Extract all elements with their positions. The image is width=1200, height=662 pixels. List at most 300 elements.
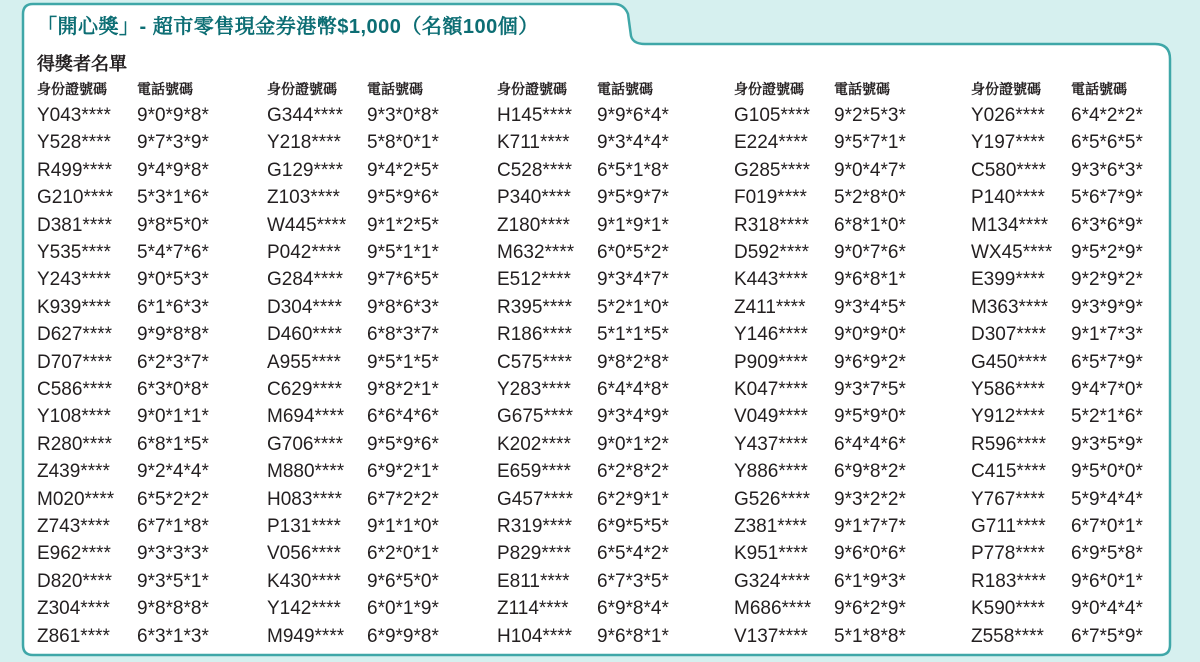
phone-number-cell: 9*0*4*7* xyxy=(834,159,906,181)
id-number-cell: M880**** xyxy=(267,461,345,483)
id-number-cell: K590**** xyxy=(971,598,1045,620)
table-row xyxy=(497,458,707,485)
id-number-cell: K202**** xyxy=(497,433,571,455)
phone-number-cell: 9*0*5*3* xyxy=(137,269,209,291)
id-number-cell: G210**** xyxy=(37,187,114,209)
table-row xyxy=(267,129,477,156)
id-number-cell: K430**** xyxy=(267,570,341,592)
table-row xyxy=(971,458,1181,485)
id-number-cell: F019**** xyxy=(734,187,807,209)
phone-number-cell: 6*8*3*7* xyxy=(367,324,439,346)
table-row xyxy=(497,403,707,430)
id-number-cell: Y108**** xyxy=(37,406,111,428)
table-row xyxy=(37,157,247,184)
id-number-cell: M694**** xyxy=(267,406,345,428)
table-row xyxy=(37,431,247,458)
id-number-cell: M632**** xyxy=(497,242,575,263)
table-row xyxy=(267,349,477,376)
phone-number-cell: 6*7*2*2* xyxy=(367,488,439,510)
id-number-cell: W445**** xyxy=(267,214,347,236)
phone-number-cell: 6*4*4*6* xyxy=(834,433,906,455)
phone-number-cell: 6*5*6*5* xyxy=(1071,132,1143,154)
table-row xyxy=(497,239,707,266)
table-row xyxy=(267,184,477,211)
phone-number-cell: 6*9*8*2* xyxy=(834,461,906,483)
id-number-cell: D307**** xyxy=(971,324,1046,346)
id-number-cell: R596**** xyxy=(971,433,1046,455)
phone-number-cell: 9*4*2*5* xyxy=(367,159,439,181)
table-row xyxy=(497,568,707,595)
phone-number-cell: 6*0*5*2* xyxy=(597,242,669,263)
phone-number-cell: 9*3*3*3* xyxy=(137,543,209,565)
id-number-cell: G706**** xyxy=(267,433,344,455)
table-row xyxy=(267,540,477,567)
phone-number-cell: 6*4*2*2* xyxy=(1071,105,1143,126)
table-row xyxy=(267,102,477,129)
id-number-cell: K047**** xyxy=(734,379,808,400)
id-number-cell: P140**** xyxy=(971,187,1045,209)
phone-number-cell: 9*9*6*4* xyxy=(597,105,669,126)
table-row xyxy=(971,403,1181,430)
table-row xyxy=(734,349,944,376)
phone-number-cell: 9*6*8*1* xyxy=(834,269,906,291)
phone-number-cell: 9*5*1*5* xyxy=(367,351,439,373)
id-number-cell: Y146**** xyxy=(734,324,808,346)
id-number-cell: G285**** xyxy=(734,159,811,181)
table-row xyxy=(497,129,707,156)
phone-number-cell: 6*7*0*1* xyxy=(1071,516,1143,537)
id-number-cell: P131**** xyxy=(267,516,341,537)
table-row xyxy=(734,540,944,567)
id-number-cell: Z114**** xyxy=(497,598,569,620)
id-number-cell: P829**** xyxy=(497,543,571,565)
table-row xyxy=(267,486,477,513)
table-row xyxy=(971,623,1181,650)
phone-number-cell: 5*2*8*0* xyxy=(834,187,906,209)
table-row xyxy=(734,513,944,540)
id-number-cell: Z304**** xyxy=(37,598,110,620)
id-number-cell: D460**** xyxy=(267,324,342,346)
table-row xyxy=(734,403,944,430)
table-row xyxy=(971,568,1181,595)
phone-number-cell: 6*2*9*1* xyxy=(597,488,669,510)
id-number-cell: K939**** xyxy=(37,296,111,318)
table-row xyxy=(734,294,944,321)
id-number-cell: Y218**** xyxy=(267,132,341,154)
table-row xyxy=(734,568,944,595)
phone-number-cell: 5*9*4*4* xyxy=(1071,488,1143,510)
phone-number-cell: 5*8*0*1* xyxy=(367,132,439,154)
phone-number-cell: 5*6*7*9* xyxy=(1071,187,1143,209)
id-number-cell: M363**** xyxy=(971,296,1049,318)
table-row xyxy=(267,157,477,184)
id-number-cell: G344**** xyxy=(267,105,344,126)
phone-number-cell: 5*3*1*6* xyxy=(137,187,209,209)
id-number-cell: R318**** xyxy=(734,214,809,236)
table-row xyxy=(971,431,1181,458)
id-column-header: 身份證號碼 xyxy=(734,81,804,97)
table-row xyxy=(37,623,247,650)
table-row xyxy=(497,102,707,129)
phone-number-cell: 9*1*9*1* xyxy=(597,214,669,236)
id-number-cell: G105**** xyxy=(734,105,811,126)
table-row xyxy=(267,568,477,595)
id-number-cell: G129**** xyxy=(267,159,344,181)
table-row xyxy=(734,595,944,622)
table-row xyxy=(37,540,247,567)
id-number-cell: P340**** xyxy=(497,187,571,209)
id-number-cell: R395**** xyxy=(497,296,572,318)
phone-number-cell: 9*4*7*0* xyxy=(1071,379,1143,400)
table-row xyxy=(971,540,1181,567)
phone-number-cell: 6*0*1*9* xyxy=(367,598,439,620)
phone-number-cell: 9*3*7*5* xyxy=(834,379,906,400)
id-number-cell: P909**** xyxy=(734,351,808,373)
table-row xyxy=(267,239,477,266)
id-number-cell: M134**** xyxy=(971,214,1049,236)
table-row xyxy=(497,431,707,458)
id-number-cell: Z743**** xyxy=(37,516,110,537)
phone-column-header: 電話號碼 xyxy=(1071,81,1127,97)
table-row xyxy=(497,349,707,376)
phone-number-cell: 9*1*7*3* xyxy=(1071,324,1143,346)
table-row xyxy=(734,623,944,650)
id-number-cell: C528**** xyxy=(497,159,572,181)
id-number-cell: G675**** xyxy=(497,406,574,428)
id-number-cell: V137**** xyxy=(734,625,808,647)
id-number-cell: R319**** xyxy=(497,516,572,537)
table-row xyxy=(971,349,1181,376)
table-row xyxy=(497,157,707,184)
phone-number-cell: 6*9*5*5* xyxy=(597,516,669,537)
id-number-cell: D381**** xyxy=(37,214,112,236)
phone-number-cell: 6*5*4*2* xyxy=(597,543,669,565)
phone-number-cell: 9*0*1*2* xyxy=(597,433,669,455)
phone-number-cell: 9*6*5*0* xyxy=(367,570,439,592)
table-row xyxy=(267,458,477,485)
id-column-header: 身份證號碼 xyxy=(971,81,1041,97)
phone-number-cell: 6*3*6*9* xyxy=(1071,214,1143,236)
phone-number-cell: 9*8*6*3* xyxy=(367,296,439,318)
table-row xyxy=(497,540,707,567)
id-column-header: 身份證號碼 xyxy=(37,81,107,97)
table-row xyxy=(497,266,707,293)
id-number-cell: Z861**** xyxy=(37,625,110,647)
phone-number-cell: 9*7*6*5* xyxy=(367,269,439,291)
table-row xyxy=(971,102,1181,129)
id-number-cell: K711**** xyxy=(497,132,570,154)
table-row xyxy=(971,129,1181,156)
phone-number-cell: 6*4*4*8* xyxy=(597,379,669,400)
phone-number-cell: 9*5*1*1* xyxy=(367,242,439,263)
table-row xyxy=(497,376,707,403)
phone-number-cell: 6*1*6*3* xyxy=(137,296,209,318)
id-number-cell: Z439**** xyxy=(37,461,110,483)
id-number-cell: H104**** xyxy=(497,625,572,647)
id-number-cell: V056**** xyxy=(267,543,341,565)
id-number-cell: K443**** xyxy=(734,269,808,291)
id-number-cell: R186**** xyxy=(497,324,572,346)
id-number-cell: Y243**** xyxy=(37,269,111,291)
phone-number-cell: 9*3*4*7* xyxy=(597,269,669,291)
phone-number-cell: 9*2*9*2* xyxy=(1071,269,1143,291)
id-number-cell: R499**** xyxy=(37,159,112,181)
table-row xyxy=(734,212,944,239)
id-number-cell: G324**** xyxy=(734,570,811,592)
phone-number-cell: 9*3*4*5* xyxy=(834,296,906,318)
id-number-cell: E811**** xyxy=(497,570,570,592)
phone-number-cell: 9*5*7*1* xyxy=(834,132,906,154)
id-number-cell: Y912**** xyxy=(971,406,1045,428)
table-row xyxy=(37,266,247,293)
phone-number-cell: 6*8*1*5* xyxy=(137,433,209,455)
table-row xyxy=(734,486,944,513)
id-number-cell: Y142**** xyxy=(267,598,341,620)
id-number-cell: H145**** xyxy=(497,105,572,126)
id-number-cell: Y197**** xyxy=(971,132,1045,154)
table-row xyxy=(267,321,477,348)
table-row xyxy=(267,403,477,430)
id-number-cell: G526**** xyxy=(734,488,811,510)
table-row xyxy=(37,184,247,211)
phone-number-cell: 9*3*6*3* xyxy=(1071,159,1143,181)
id-number-cell: E224**** xyxy=(734,132,808,154)
phone-number-cell: 9*0*4*4* xyxy=(1071,598,1143,620)
phone-column-header: 電話號碼 xyxy=(834,81,890,97)
phone-number-cell: 9*8*2*1* xyxy=(367,379,439,400)
phone-number-cell: 6*9*9*8* xyxy=(367,625,439,647)
table-row xyxy=(497,212,707,239)
id-number-cell: E512**** xyxy=(497,269,571,291)
phone-number-cell: 9*6*8*1* xyxy=(597,625,669,647)
id-number-cell: K951**** xyxy=(734,543,808,565)
phone-number-cell: 9*0*9*0* xyxy=(834,324,906,346)
id-number-cell: Y528**** xyxy=(37,132,111,154)
table-row xyxy=(497,184,707,211)
id-number-cell: Z411**** xyxy=(734,296,806,318)
id-number-cell: D592**** xyxy=(734,242,809,263)
phone-number-cell: 6*3*1*3* xyxy=(137,625,209,647)
table-row xyxy=(267,294,477,321)
id-number-cell: H083**** xyxy=(267,488,342,510)
id-number-cell: C629**** xyxy=(267,379,342,400)
table-row xyxy=(971,184,1181,211)
table-row xyxy=(734,376,944,403)
id-number-cell: Y586**** xyxy=(971,379,1045,400)
phone-number-cell: 9*2*5*3* xyxy=(834,105,906,126)
table-row xyxy=(734,102,944,129)
phone-number-cell: 6*3*0*8* xyxy=(137,379,209,400)
phone-number-cell: 9*1*7*7* xyxy=(834,516,906,537)
phone-number-cell: 9*8*5*0* xyxy=(137,214,209,236)
id-number-cell: P042**** xyxy=(267,242,341,263)
phone-number-cell: 9*8*2*8* xyxy=(597,351,669,373)
table-row xyxy=(37,294,247,321)
id-number-cell: D304**** xyxy=(267,296,342,318)
table-row xyxy=(734,431,944,458)
id-number-cell: C575**** xyxy=(497,351,572,373)
table-row xyxy=(37,595,247,622)
table-row xyxy=(267,513,477,540)
id-number-cell: WX45**** xyxy=(971,242,1053,263)
page-title: 「開心獎」- 超市零售現金券港幣$1,000（名額100個） xyxy=(37,16,539,38)
phone-number-cell: 5*2*1*0* xyxy=(597,296,669,318)
table-row xyxy=(971,212,1181,239)
phone-number-cell: 9*3*2*2* xyxy=(834,488,906,510)
phone-number-cell: 6*7*1*8* xyxy=(137,516,209,537)
phone-number-cell: 9*0*1*1* xyxy=(137,406,209,428)
id-number-cell: Y026**** xyxy=(971,105,1045,126)
phone-number-cell: 6*9*5*8* xyxy=(1071,543,1143,565)
table-row xyxy=(497,513,707,540)
phone-number-cell: 6*2*8*2* xyxy=(597,461,669,483)
table-row xyxy=(734,157,944,184)
id-column-header: 身份證號碼 xyxy=(267,81,337,97)
phone-number-cell: 5*1*1*5* xyxy=(597,324,669,346)
table-row xyxy=(267,595,477,622)
id-number-cell: D820**** xyxy=(37,570,112,592)
id-number-cell: Y043**** xyxy=(37,105,111,126)
table-row xyxy=(734,458,944,485)
table-row xyxy=(734,266,944,293)
phone-number-cell: 6*5*7*9* xyxy=(1071,351,1143,373)
phone-number-cell: 6*7*3*5* xyxy=(597,570,669,592)
phone-number-cell: 9*6*9*2* xyxy=(834,351,906,373)
phone-number-cell: 6*7*5*9* xyxy=(1071,625,1143,647)
id-number-cell: E399**** xyxy=(971,269,1045,291)
phone-number-cell: 5*4*7*6* xyxy=(137,242,209,263)
phone-number-cell: 6*8*1*0* xyxy=(834,214,906,236)
id-number-cell: R183**** xyxy=(971,570,1046,592)
table-row xyxy=(37,349,247,376)
id-number-cell: Z381**** xyxy=(734,516,807,537)
phone-number-cell: 9*3*4*9* xyxy=(597,406,669,428)
id-column-header: 身份證號碼 xyxy=(497,81,567,97)
table-row xyxy=(37,513,247,540)
id-number-cell: V049**** xyxy=(734,406,808,428)
table-row xyxy=(37,403,247,430)
phone-number-cell: 9*0*9*8* xyxy=(137,105,209,126)
id-number-cell: Z558**** xyxy=(971,625,1044,647)
table-row xyxy=(37,568,247,595)
table-row xyxy=(37,239,247,266)
id-number-cell: Y283**** xyxy=(497,379,571,400)
winners-list-heading: 得獎者名單 xyxy=(37,54,127,74)
id-number-cell: G450**** xyxy=(971,351,1048,373)
phone-number-cell: 9*5*9*0* xyxy=(834,406,906,428)
id-number-cell: Y535**** xyxy=(37,242,111,263)
table-row xyxy=(734,321,944,348)
table-row xyxy=(971,513,1181,540)
table-row xyxy=(267,623,477,650)
phone-number-cell: 9*3*4*4* xyxy=(597,132,669,154)
phone-number-cell: 9*5*9*6* xyxy=(367,433,439,455)
phone-number-cell: 9*4*9*8* xyxy=(137,159,209,181)
table-row xyxy=(971,157,1181,184)
table-row xyxy=(37,129,247,156)
phone-number-cell: 9*3*5*1* xyxy=(137,570,209,592)
phone-number-cell: 9*5*9*7* xyxy=(597,187,669,209)
table-row xyxy=(497,486,707,513)
phone-number-cell: 5*2*1*6* xyxy=(1071,406,1143,428)
phone-number-cell: 6*2*0*1* xyxy=(367,543,439,565)
id-number-cell: R280**** xyxy=(37,433,112,455)
table-row xyxy=(267,212,477,239)
phone-number-cell: 9*5*0*0* xyxy=(1071,461,1143,483)
table-row xyxy=(971,266,1181,293)
id-number-cell: P778**** xyxy=(971,543,1045,565)
id-number-cell: G457**** xyxy=(497,488,574,510)
table-row xyxy=(37,486,247,513)
phone-number-cell: 9*3*5*9* xyxy=(1071,433,1143,455)
table-row xyxy=(37,458,247,485)
table-row xyxy=(37,212,247,239)
table-row xyxy=(734,239,944,266)
phone-number-cell: 9*9*8*8* xyxy=(137,324,209,346)
id-number-cell: Y437**** xyxy=(734,433,808,455)
table-row xyxy=(971,595,1181,622)
table-row xyxy=(267,376,477,403)
phone-number-cell: 6*2*3*7* xyxy=(137,351,209,373)
phone-number-cell: 6*9*8*4* xyxy=(597,598,669,620)
id-number-cell: C580**** xyxy=(971,159,1046,181)
id-number-cell: Y767**** xyxy=(971,488,1045,510)
table-row xyxy=(734,129,944,156)
table-row xyxy=(37,376,247,403)
table-row xyxy=(497,595,707,622)
table-row xyxy=(971,376,1181,403)
phone-number-cell: 9*8*8*8* xyxy=(137,598,209,620)
table-row xyxy=(37,321,247,348)
table-row xyxy=(267,431,477,458)
phone-number-cell: 9*5*2*9* xyxy=(1071,242,1143,263)
phone-number-cell: 9*0*7*6* xyxy=(834,242,906,263)
table-row xyxy=(971,321,1181,348)
id-number-cell: M686**** xyxy=(734,598,812,620)
id-number-cell: G711**** xyxy=(971,516,1046,537)
table-row xyxy=(497,623,707,650)
id-number-cell: M020**** xyxy=(37,488,115,510)
phone-column-header: 電話號碼 xyxy=(367,81,423,97)
phone-column-header: 電話號碼 xyxy=(137,81,193,97)
phone-number-cell: 9*3*9*9* xyxy=(1071,296,1143,318)
table-row xyxy=(971,294,1181,321)
phone-number-cell: 9*1*2*5* xyxy=(367,214,439,236)
table-row xyxy=(971,486,1181,513)
phone-number-cell: 9*3*0*8* xyxy=(367,105,439,126)
id-number-cell: C415**** xyxy=(971,461,1046,483)
phone-number-cell: 9*1*1*0* xyxy=(367,516,439,537)
table-row xyxy=(497,321,707,348)
id-number-cell: E962**** xyxy=(37,543,111,565)
id-number-cell: M949**** xyxy=(267,625,345,647)
phone-number-cell: 6*5*2*2* xyxy=(137,488,209,510)
table-row xyxy=(497,294,707,321)
phone-number-cell: 6*5*1*8* xyxy=(597,159,669,181)
id-number-cell: E659**** xyxy=(497,461,571,483)
phone-number-cell: 6*6*4*6* xyxy=(367,406,439,428)
id-number-cell: Z103**** xyxy=(267,187,340,209)
phone-number-cell: 9*6*0*6* xyxy=(834,543,906,565)
id-number-cell: D627**** xyxy=(37,324,112,346)
id-number-cell: D707**** xyxy=(37,351,112,373)
phone-number-cell: 6*1*9*3* xyxy=(834,570,906,592)
id-number-cell: C586**** xyxy=(37,379,112,400)
id-number-cell: A955**** xyxy=(267,351,341,373)
phone-number-cell: 9*6*2*9* xyxy=(834,598,906,620)
phone-number-cell: 6*9*2*1* xyxy=(367,461,439,483)
phone-number-cell: 5*1*8*8* xyxy=(834,625,906,647)
